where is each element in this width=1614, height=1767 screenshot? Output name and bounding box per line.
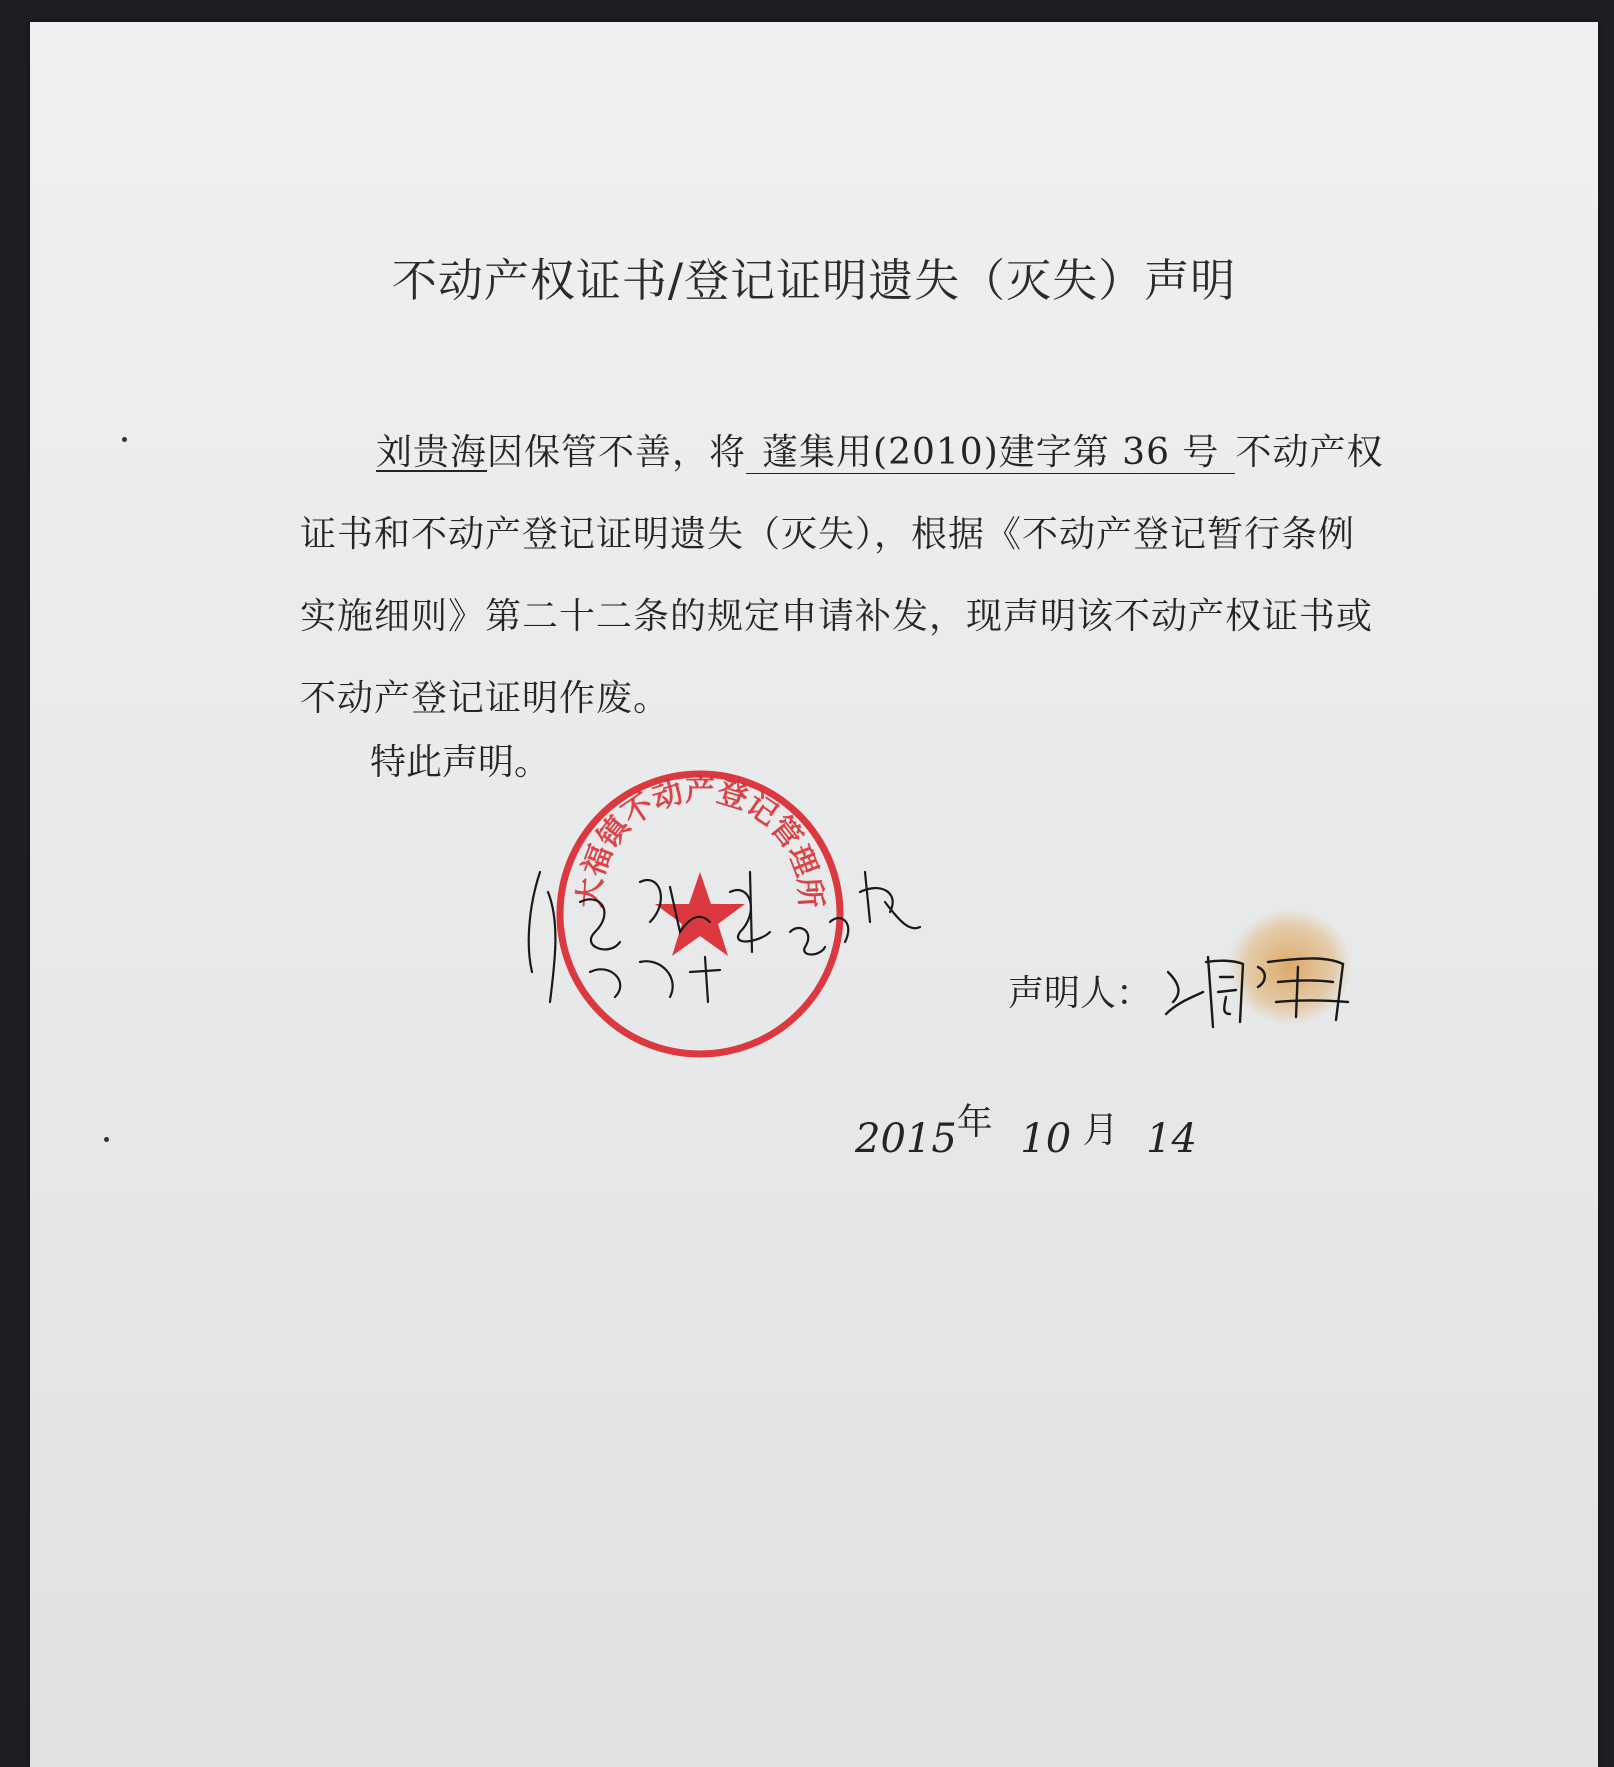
- punch-dot-bottom: [104, 1137, 109, 1142]
- body-text-1: 因保管不善，将: [487, 432, 747, 473]
- document-page: [30, 22, 1598, 1767]
- punch-dot-top: [122, 437, 127, 442]
- signing-date: [855, 1102, 1197, 1163]
- closing-statement: 特此声明。: [370, 742, 551, 783]
- date-year: 2015: [855, 1116, 957, 1162]
- document-title: 不动产权证书/登记证明遗失（灭失）声明: [391, 254, 1237, 307]
- date-day: 14: [1146, 1116, 1197, 1162]
- date-year-char: 年: [956, 1102, 993, 1143]
- declaration-body: [300, 412, 1390, 740]
- date-month: 10: [1020, 1116, 1072, 1162]
- declarant-label: 声明人：: [1008, 973, 1153, 1014]
- body-text-2: 不动产权证书和不动产登记证明遗失（灭失），根据《不动产登记暂行条例实施细则》第二十二条的规定申请补发，现声明该不动产权证书或不动产登记证明作废。: [300, 432, 1384, 719]
- date-month-char: 月: [1082, 1110, 1119, 1151]
- handwritten-note: [520, 862, 940, 1012]
- seal-text: 大福镇不动产登记管理所: [572, 773, 828, 910]
- declarant-name: 刘贵海: [376, 432, 488, 473]
- handwritten-signature: [1158, 942, 1368, 1032]
- certificate-number: 蓬集用(2010)建字第 36 号: [746, 433, 1235, 474]
